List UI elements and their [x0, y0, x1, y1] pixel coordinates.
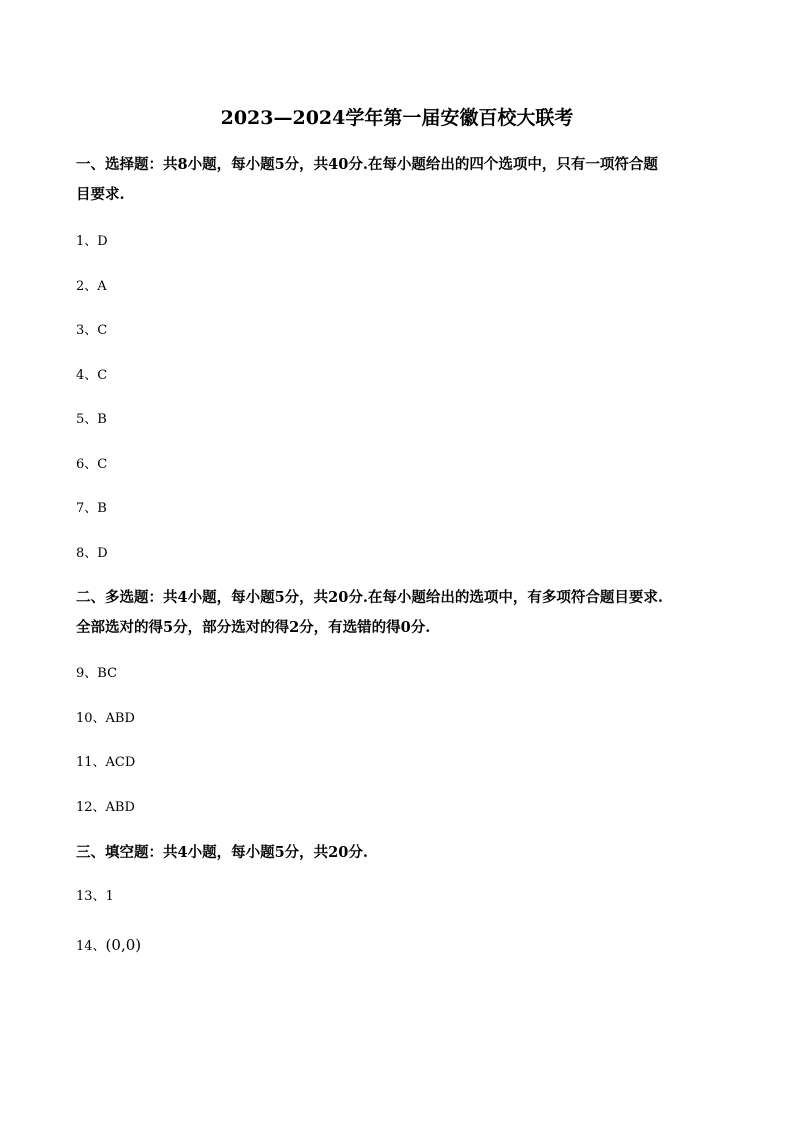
answer-item-1	[76, 232, 108, 252]
section-line: 全部选对的得5分，部分选对的得2分，有选错的得0分.	[76, 619, 431, 636]
answer-number: 9、	[76, 666, 98, 681]
answer-number: 1、	[76, 234, 98, 249]
answer-number: 4、	[76, 368, 98, 383]
section-multiple-choice-header	[76, 150, 730, 210]
answer-value: C	[97, 457, 108, 472]
section-line: 一、选择题：共8小题，每小题5分，共40分.在每小题给出的四个选项中，只有一项符合题	[76, 156, 658, 173]
section-line: 二、多选题：共4小题，每小题5分，共20分.在每小题给出的选项中，有多项符合题目要求.	[76, 589, 663, 606]
answer-value: (0,0)	[105, 936, 142, 954]
answer-item-5	[76, 410, 107, 430]
section-fill-in-header	[76, 838, 730, 868]
page-title: 2023—2024学年第一届安徽百校大联考	[220, 107, 574, 129]
answer-value: ACD	[105, 755, 136, 770]
answer-item-3	[76, 321, 107, 341]
answer-number: 11、	[76, 755, 106, 770]
answer-value: C	[97, 368, 108, 383]
answer-item-12	[76, 798, 135, 818]
answer-item-4	[76, 366, 107, 386]
answer-number: 2、	[76, 279, 98, 294]
answer-item-6	[76, 455, 107, 475]
answer-value: C	[97, 323, 108, 338]
section-line: 三、填空题：共4小题，每小题5分，共20分.	[76, 844, 368, 861]
answer-item-13	[76, 887, 114, 907]
answer-item-7	[76, 499, 107, 519]
answer-value: ABD	[105, 711, 135, 726]
answer-value: D	[97, 546, 108, 561]
answer-value: B	[97, 501, 107, 516]
answer-item-2	[76, 277, 107, 297]
answer-number: 5、	[76, 412, 98, 427]
answer-number: 7、	[76, 501, 98, 516]
answer-number: 14、	[76, 939, 106, 954]
answer-value: 1	[105, 889, 114, 904]
answer-value: A	[97, 279, 107, 294]
answer-number: 12、	[76, 800, 106, 815]
answer-value: B	[97, 412, 107, 427]
answer-item-14	[76, 935, 141, 957]
answer-item-10	[76, 709, 135, 729]
answer-number: 6、	[76, 457, 98, 472]
answer-item-11	[76, 753, 135, 773]
section-multi-select-header	[76, 583, 730, 643]
answer-number: 8、	[76, 546, 98, 561]
answer-item-8	[76, 544, 108, 564]
section-line: 目要求.	[76, 186, 125, 203]
answer-value: BC	[97, 666, 118, 681]
answer-number: 13、	[76, 889, 106, 904]
answer-number: 3、	[76, 323, 98, 338]
answer-number: 10、	[76, 711, 106, 726]
answer-item-9	[76, 664, 117, 684]
answer-value: D	[97, 234, 108, 249]
answer-value: ABD	[105, 800, 135, 815]
